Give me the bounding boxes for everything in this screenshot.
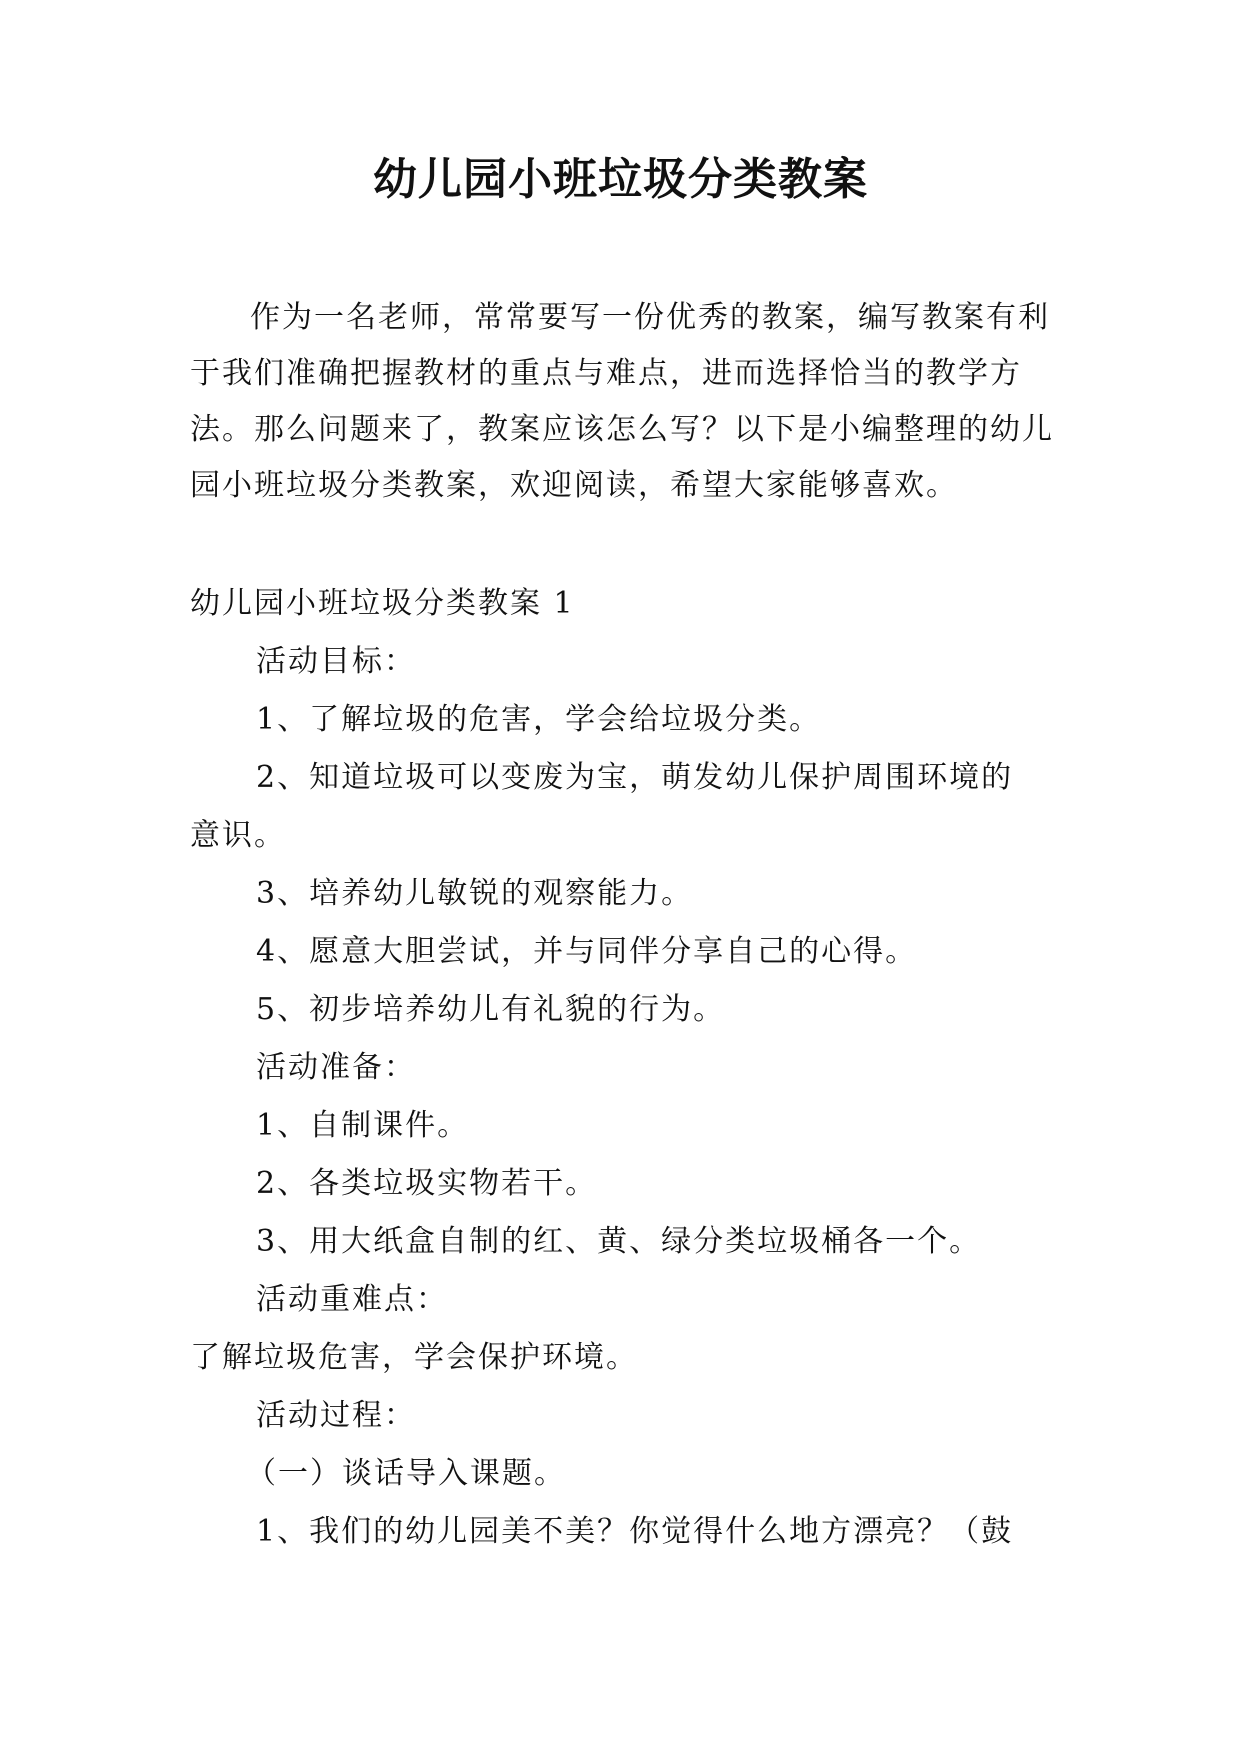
- document-title: 幼儿园小班垃圾分类教案: [373, 154, 868, 205]
- goal-item: 5、初步培养幼儿有礼貌的行为。: [256, 992, 726, 1027]
- goal-item: 3、培养幼儿敏锐的观察能力。: [256, 876, 694, 911]
- process-label: 活动过程：: [256, 1398, 416, 1433]
- prep-item: 1、自制课件。: [256, 1108, 470, 1143]
- intro-paragraph-block: [190, 290, 1070, 514]
- prep-item: 2、各类垃圾实物若干。: [256, 1166, 598, 1201]
- goals-label: 活动目标：: [256, 644, 416, 679]
- goal-item: 4、愿意大胆尝试，并与同伴分享自己的心得。: [256, 934, 918, 969]
- process-step: （一）谈话导入课题。: [246, 1456, 566, 1491]
- intro-paragraph: 作为一名老师，常常要写一份优秀的教案，编写教案有利于我们准确把握教材的重点与难点，进而选择恰当的教学方法。那么问题来了，教案应该怎么写？以下是小编整理的幼儿园小班垃圾分类教案，欢迎阅读，希望大家能够喜欢。: [190, 300, 1054, 503]
- goal-item-continuation: 意识。: [190, 818, 286, 853]
- goal-item: 1、了解垃圾的危害，学会给垃圾分类。: [256, 702, 822, 737]
- prep-label: 活动准备：: [256, 1050, 416, 1085]
- lesson-plan-body: [190, 575, 1070, 1561]
- key-points-text: 了解垃圾危害，学会保护环境。: [190, 1340, 638, 1375]
- process-question: 1、我们的幼儿园美不美？你觉得什么地方漂亮？（鼓: [256, 1514, 1014, 1549]
- goal-item: 2、知道垃圾可以变废为宝，萌发幼儿保护周围环境的: [256, 760, 1014, 795]
- prep-item: 3、用大纸盒自制的红、黄、绿分类垃圾桶各一个。: [256, 1224, 982, 1259]
- key-points-label: 活动重难点：: [256, 1282, 448, 1317]
- section-heading: 幼儿园小班垃圾分类教案 1: [190, 586, 575, 621]
